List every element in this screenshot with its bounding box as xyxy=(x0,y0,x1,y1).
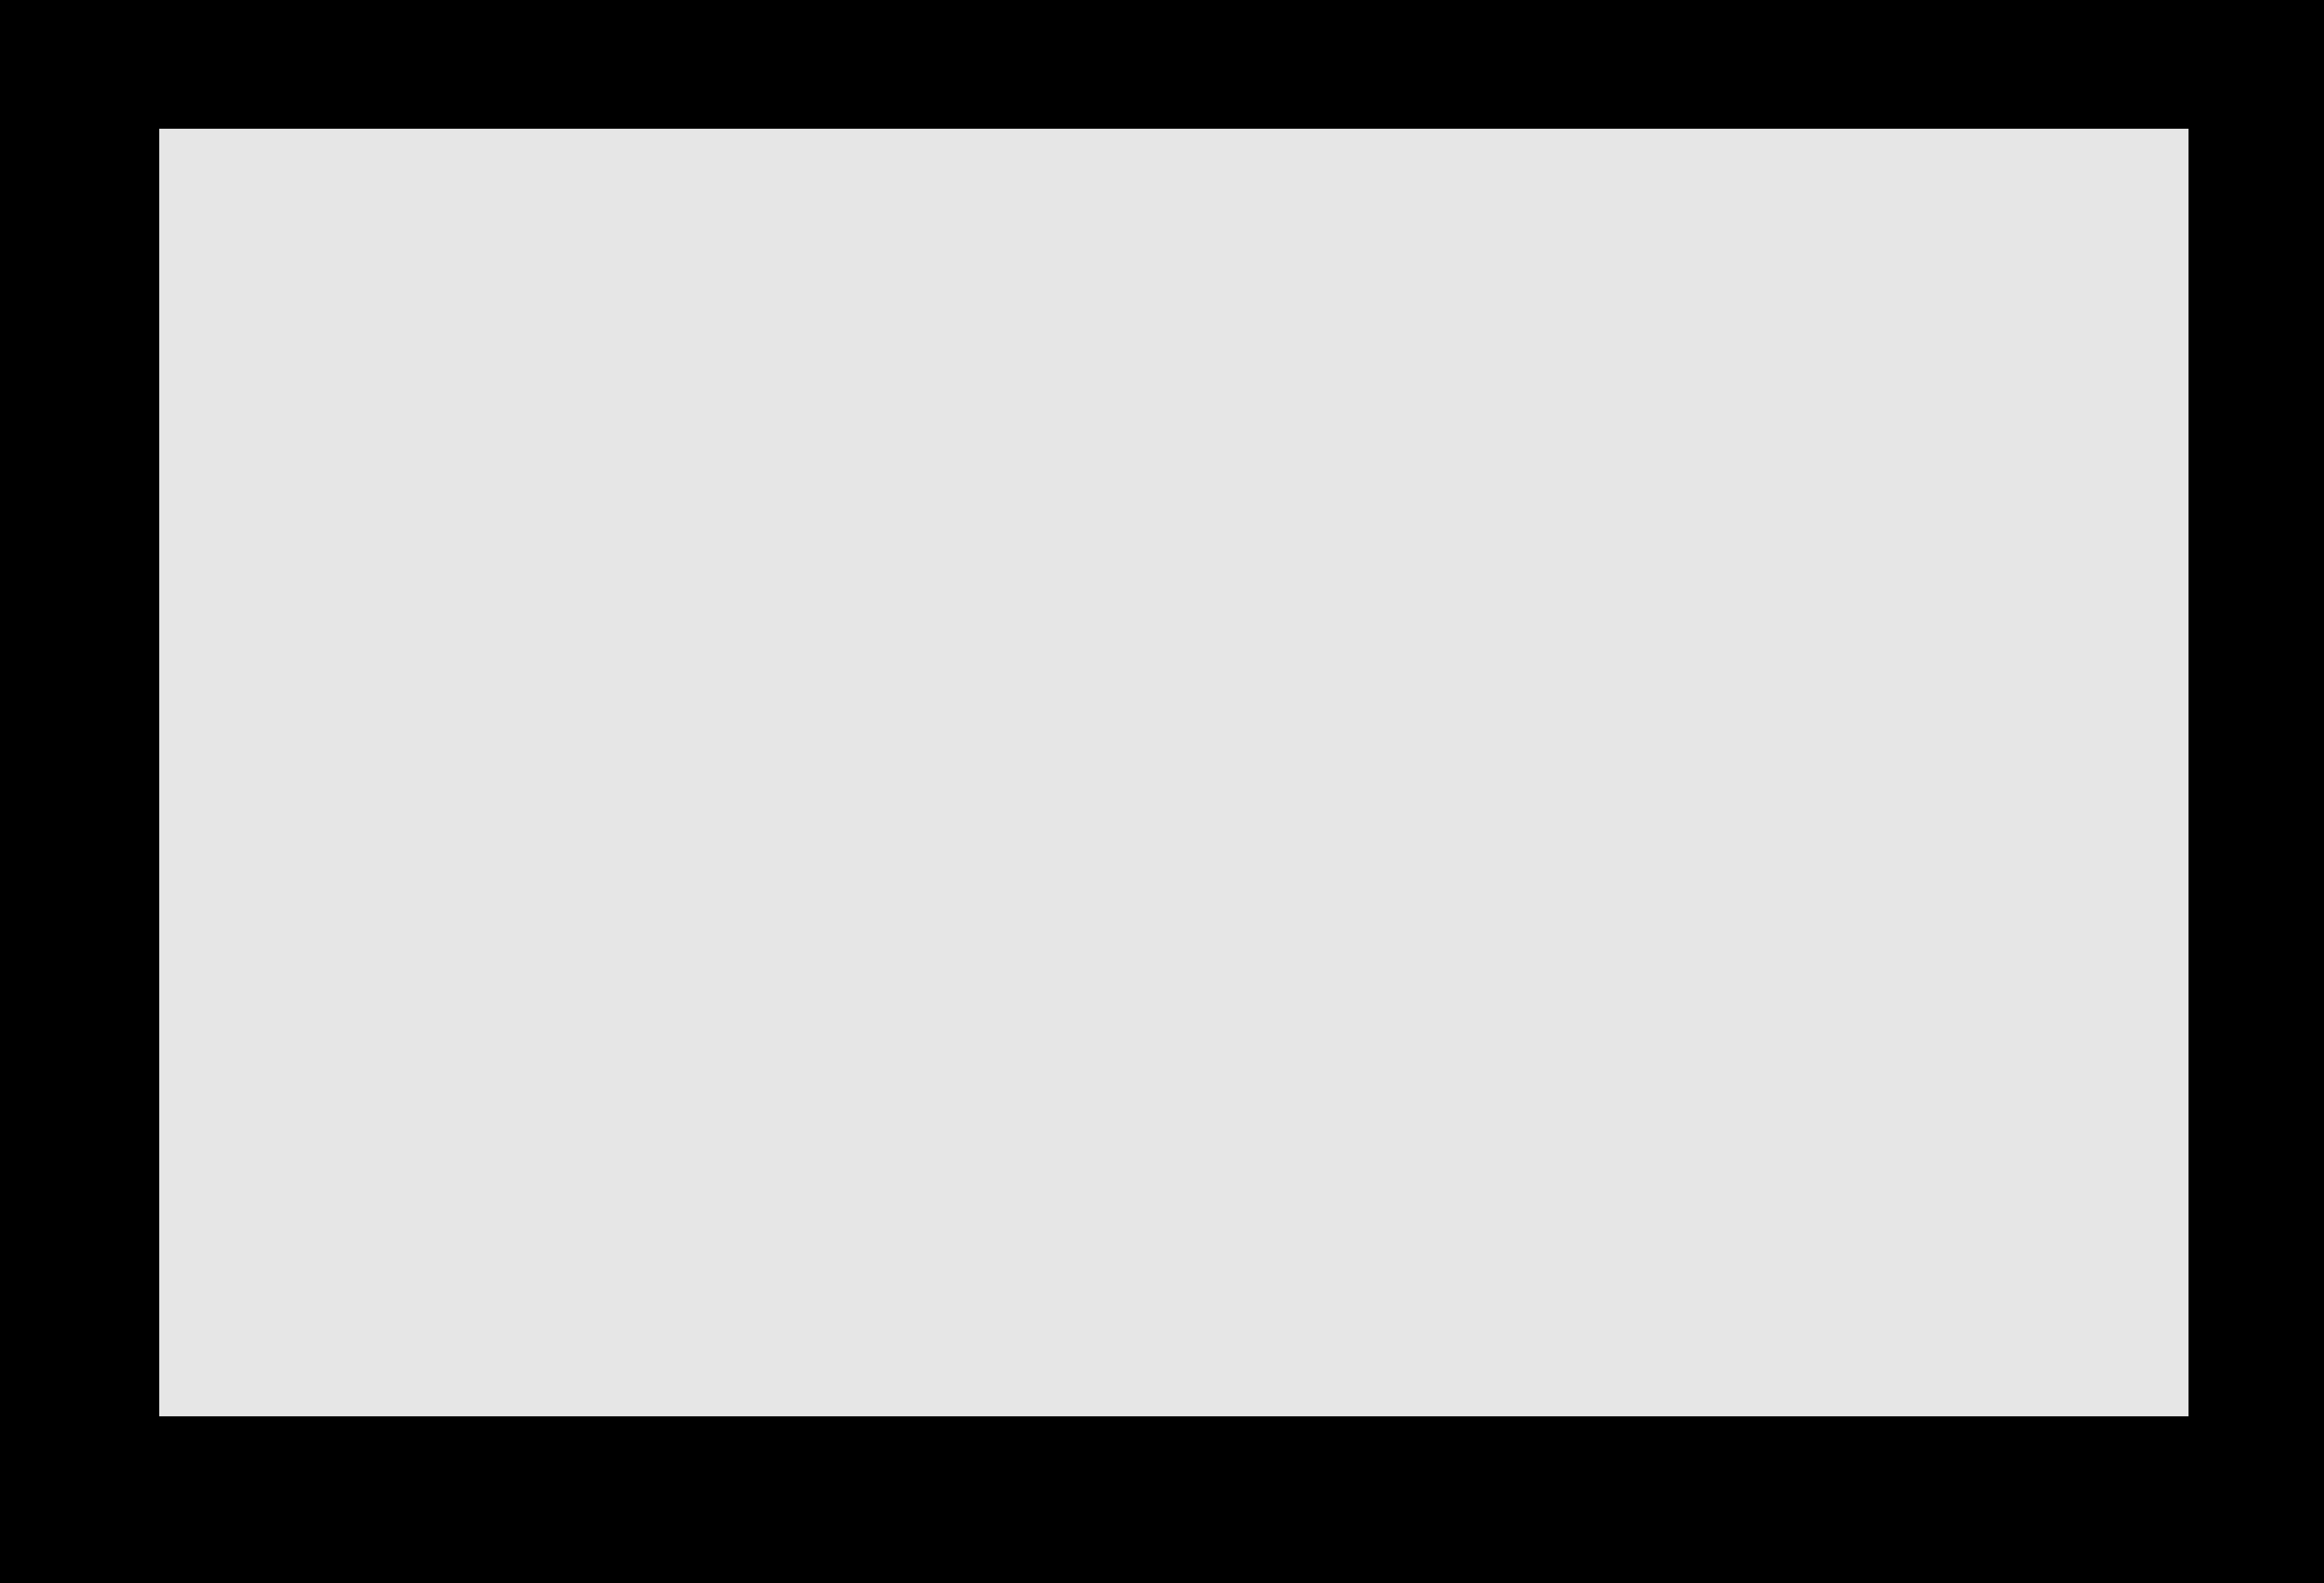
page xyxy=(159,129,2188,1416)
